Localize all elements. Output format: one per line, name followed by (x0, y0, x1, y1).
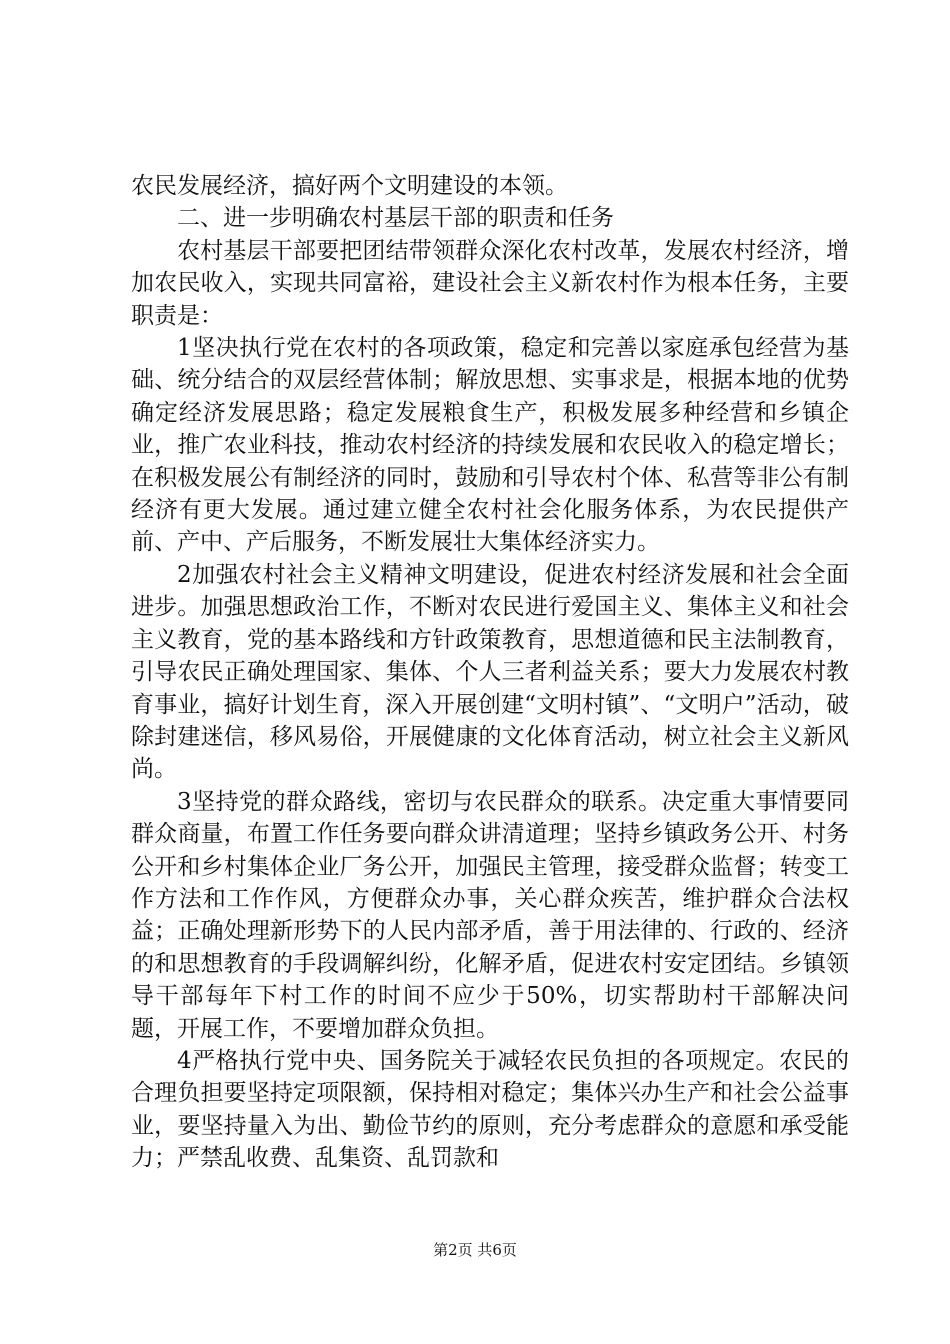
section-heading: 二、进一步明确农村基层干部的职责和任务 (177, 205, 614, 232)
paragraph-item-3: 3坚持党的群众路线，密切与农民群众的联系。决定重大事情要同群众商量，布置工作任务要向群众讲清道理；坚持乡镇政务公开、村务公开和乡村集体企业厂务公开，加强民主管理，接受群众监督；转变工作方法和工作作风，方便群众办事，关心群众疾苦，维护群众合法权益；正确处理新形势下的人民内部矛盾，善于用法律的、行政的、经济的和思想教育的手段调解纠纷，化解矛盾，促进农村安定团结。乡镇领导干部每年下村工作的时间不应少于50%，切实帮助村干部解决问题，开展工作，不要增加群众负担。 (131, 788, 849, 1042)
paragraph-item-4: 4严格执行党中央、国务院关于减轻农民负担的各项规定。农民的合理负担要坚持定项限额，保持相对稳定；集体兴办生产和社会公益事业，要坚持量入为出、勤俭节约的原则，充分考虑群众的意愿和承受能力；严禁乱收费、乱集资、乱罚款和 (131, 1047, 849, 1172)
paragraph-intro: 农村基层干部要把团结带领群众深化农村改革，发展农村经济，增加农民收入，实现共同富裕，建设社会主义新农村作为根本任务，主要职责是： (131, 237, 849, 329)
paragraph-item-2: 2加强农村社会主义精神文明建设，促进农村经济发展和社会全面进步。加强思想政治工作，不断对农民进行爱国主义、集体主义和社会主义教育，党的基本路线和方针政策教育，思想道德和民主法制教育，引导农民正确处理国家、集体、个人三者利益关系；要大力发展农村教育事业，搞好计划生育，深入开展创建“文明村镇”、“文明户”活动，破除封建迷信，移风易俗，开展健康的文化体育活动，树立社会主义新风尚。 (131, 561, 849, 783)
paragraph-continuation: 农民发展经济，搞好两个文明建设的本领。 (131, 173, 568, 199)
document-body (131, 170, 849, 1175)
paragraph-item-1: 1坚决执行党在农村的各项政策，稳定和完善以家庭承包经营为基础、统分结合的双层经营体制；解放思想、实事求是，根据本地的优势确定经济发展思路；稳定发展粮食生产，积极发展多种经营和乡镇企业，推广农业科技，推动农村经济的持续发展和农民收入的稳定增长；在积极发展公有制经济的同时，鼓励和引导农村个体、私营等非公有制经济有更大发展。通过建立健全农村社会化服务体系，为农民提供产前、产中、产后服务，不断发展壮大集体经济实力。 (131, 335, 849, 556)
page-footer: 第2页 共6页 (433, 1241, 517, 1259)
